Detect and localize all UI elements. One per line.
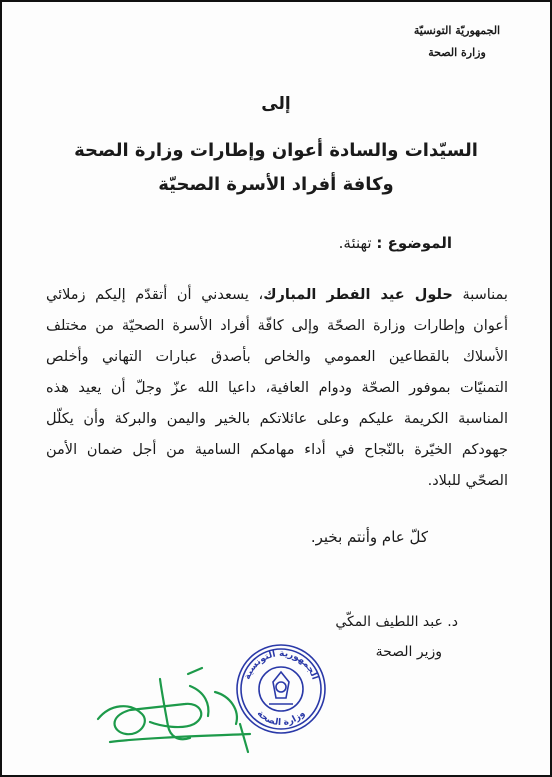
body-line-text: المناسبة الكريمة عليكم وعلى عائلاتكم بالخير واليمن والبركة وأن يكلّل <box>46 411 508 427</box>
recipients <box>2 134 550 202</box>
body-line-text: بمناسبة <box>452 287 508 303</box>
official-seal <box>234 642 328 736</box>
signatory-title: وزير الصحة <box>375 644 442 660</box>
body-line-text: أعوان وإطارات وزارة الصحّة وإلى كافّة أفراد الأسرة الصحيّة من مختلف <box>46 318 508 334</box>
signatory-name: د. عبد اللطيف المكّي <box>335 614 458 630</box>
subject <box>339 234 452 252</box>
body-line-text: جهودكم الخيّرة بالنّجاح في أداء مهامكم السامية من أجل ضمان الأمن <box>46 442 508 458</box>
seal-text-bottom-mark: وزارة الصحة <box>254 708 308 729</box>
body-line <box>46 404 508 435</box>
letterhead <box>392 20 522 64</box>
body-line <box>46 280 508 311</box>
recipients-line-2: وكافة أفراد الأسرة الصحيّة <box>158 174 394 195</box>
body-line <box>46 342 508 373</box>
body-line-bold: حلول عيد الفطر المبارك <box>263 287 453 303</box>
recipients-line-1: السيّدات والسادة أعوان وإطارات وزارة الصحة <box>74 140 478 161</box>
body-line <box>46 466 508 497</box>
body-line <box>46 311 508 342</box>
body-line <box>46 373 508 404</box>
closing-greeting: كلّ عام وأنتم بخير. <box>310 528 428 546</box>
header-ministry: وزارة الصحة <box>428 46 486 59</box>
body-line-text: الصحّي للبلاد. <box>427 473 508 489</box>
letter-body <box>46 280 508 497</box>
subject-value: تهنئة. <box>338 234 372 252</box>
header-republic: الجمهوريّة التونسيّة <box>413 24 501 37</box>
body-line-text: الأسلاك بالقطاعين العمومي والخاص بأصدق عبارات التهاني وأخلص <box>46 349 508 365</box>
body-line-text: التمنيّات بموفور الصحّة ودوام العافية، داعيا الله عزّ وجلّ أن يعيد هذه <box>46 380 508 396</box>
seal-text-top-mark: الجمهورية التونسية <box>242 648 320 682</box>
subject-label: الموضوع : <box>376 234 452 252</box>
letter-to: إلى <box>261 94 291 114</box>
body-line-text: ، يسعدني أن أتقدّم إليكم زملائي <box>46 287 264 303</box>
body-line <box>46 435 508 466</box>
